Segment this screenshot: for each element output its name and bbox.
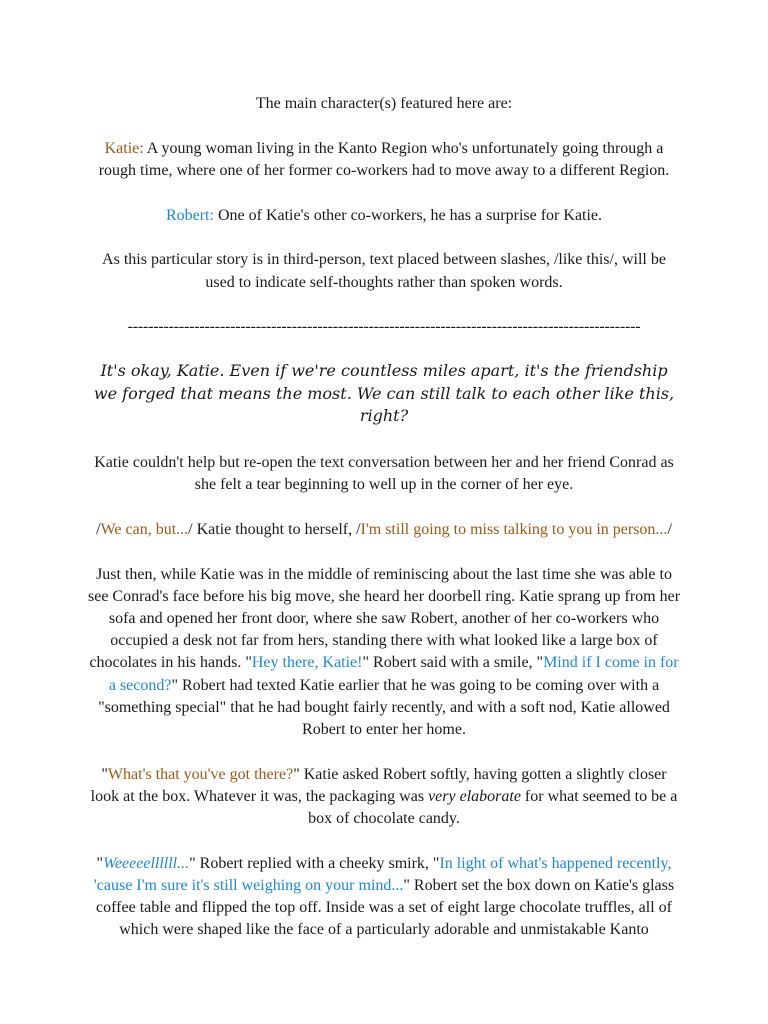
story-paragraph-1: Katie couldn't help but re-open the text conversation between her and her friend Conrad as she felt a tear beginning to well up in the corner of her eye. — [94, 453, 674, 494]
narration-text: " Robert had texted Katie earlier that he was going to be coming over with a "something special" that he had bought fairly recently, and with a soft nod, Katie allowed Robert to enter her home. — [98, 676, 670, 738]
narration-text: " Robert replied with a cheeky smirk, " — [189, 854, 440, 872]
narration-text: Just then, while Katie was in the middle of reminiscing about the last time she was able to see Conrad's face before his big move, she heard her doorbell ring. Katie sprang up from her sofa and opened her front door, where she saw Robert, another of her co-workers who occupied a desk not far from hers, standing there with what looked like a large box of chocolates in his hands. " — [88, 565, 681, 672]
characters-heading: The main character(s) featured here are: — [255, 95, 513, 112]
narration-text: " Robert said with a smile, " — [362, 654, 544, 672]
narration-text: / Katie thought to herself, / — [188, 520, 361, 538]
robert-name-label: Robert: — [165, 206, 214, 224]
robert-dialogue: Hey there, Katie! — [251, 654, 363, 672]
katie-description: A young woman living in the Kanto Region who's unfortunately going through a rough time, where one of her former co-workers had to move away to a different Region. — [98, 139, 670, 179]
robert-dialogue: In light of what's happened recently, 'cause I'm sure it's still weighing on your mind... — [93, 854, 672, 894]
thought-notation-note: As this particular story is in third-person, text placed between slashes, /like this/, will be used to indicate self-thoughts rather than spoken words. — [102, 251, 666, 291]
slash-text: / — [667, 520, 672, 538]
slash-text: / — [96, 520, 101, 538]
story-page — [88, 93, 680, 964]
katie-thought-2: I'm still going to miss talking to you in person... — [360, 520, 668, 538]
robert-dialogue-emphasis: Weeeeellllll... — [103, 854, 190, 872]
katie-dialogue: What's that you've got there? — [107, 765, 294, 783]
narration-text: " Katie asked Robert softly, having gotten a slightly closer look at the box. Whatever it was, the packaging was — [90, 765, 667, 805]
robert-dialogue: Mind if I come in for a second? — [108, 654, 679, 694]
story-paragraph-3 — [88, 564, 680, 742]
emphasis-text: very elaborate — [428, 787, 521, 805]
narration-text: " — [96, 854, 104, 872]
story-paragraph-4 — [88, 764, 680, 831]
narration-text: for what seemed to be a box of chocolate candy. — [308, 787, 678, 828]
opening-thought: It's okay, Katie. Even if we're countless miles apart, it's the friendship we forged that means the most. We can still talk to each other like this, right? — [93, 361, 675, 426]
katie-thought-1: We can, but... — [100, 520, 189, 538]
robert-character-intro — [88, 205, 680, 227]
story-paragraph-5 — [88, 853, 680, 942]
narration-text: " Robert set the box down on Katie's glass coffee table and flipped the top off. Inside was a set of eight large chocolate truffles, all of which were shaped like the face of a particularly adorable and unmistakable Kanto — [96, 876, 675, 939]
story-paragraph-2 — [88, 519, 680, 541]
katie-character-intro — [88, 138, 680, 182]
section-divider: ---------------------------------------------------------------------------------------------------- — [127, 318, 641, 336]
katie-name-label: Katie: — [104, 139, 144, 157]
robert-description: One of Katie's other co-workers, he has a surprise for Katie. — [213, 206, 603, 224]
narration-text: " — [101, 765, 108, 783]
